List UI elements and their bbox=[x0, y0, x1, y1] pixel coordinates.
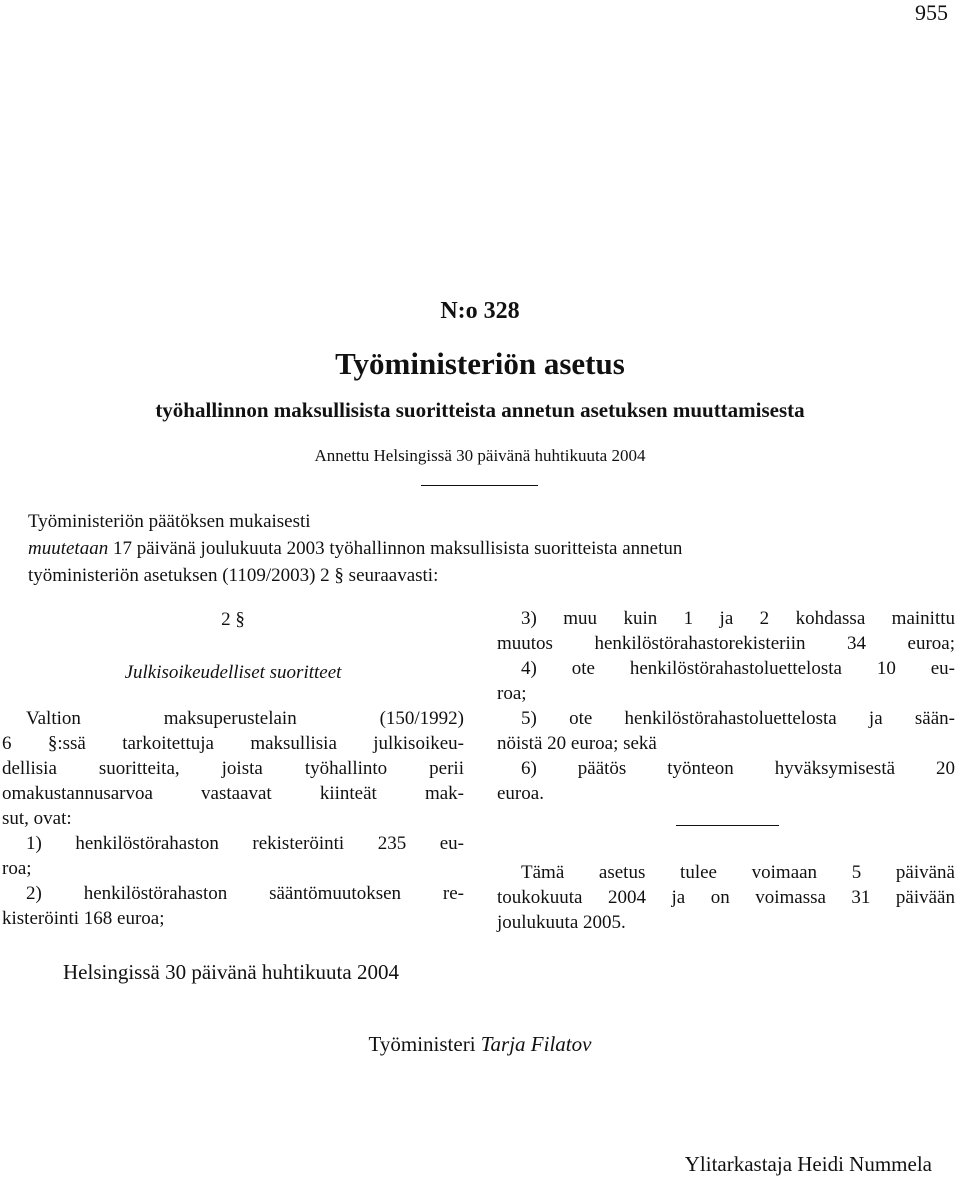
body-line: euroa. bbox=[497, 783, 544, 804]
minister-title: Työministeri bbox=[368, 1032, 476, 1056]
closing-paragraph bbox=[497, 860, 955, 935]
body-line: Valtion maksuperustelain (150/1992) bbox=[26, 708, 464, 729]
body-line: 4) ote henkilöstörahastoluettelosta 10 eu- bbox=[521, 658, 955, 679]
body-line: roa; bbox=[2, 858, 32, 879]
body-line: 6 §:ssä tarkoitettuja maksullisia julkisoikeu- bbox=[2, 733, 464, 754]
inspector-signature: Ylitarkastaja Heidi Nummela bbox=[684, 1152, 932, 1176]
statute-number: N:o 328 bbox=[440, 298, 520, 324]
body-line: kisteröinti 168 euroa; bbox=[2, 908, 165, 929]
divider-top bbox=[421, 485, 538, 486]
page-title: Työministeriön asetus bbox=[335, 346, 625, 381]
right-column bbox=[497, 606, 955, 806]
page-subtitle: työhallinnon maksullisista suoritteista annetun asetuksen muuttamisesta bbox=[155, 398, 805, 422]
section-heading: Julkisoikeudelliset suoritteet bbox=[124, 662, 342, 683]
section-number: 2 § bbox=[221, 609, 245, 630]
body-line: 5) ote henkilöstörahastoluettelosta ja sään- bbox=[521, 708, 955, 729]
closing-line: Tämä asetus tulee voimaan 5 päivänä bbox=[521, 862, 955, 883]
body-line: nöistä 20 euroa; sekä bbox=[497, 733, 657, 754]
body-line: 1) henkilöstörahaston rekisteröinti 235 eu- bbox=[26, 833, 464, 854]
body-line: 2) henkilöstörahaston sääntömuutoksen re- bbox=[26, 883, 464, 904]
intro-line-2 bbox=[28, 535, 958, 562]
section-body bbox=[2, 706, 464, 931]
intro-keyword: muutetaan bbox=[28, 538, 109, 559]
divider-end bbox=[676, 825, 779, 826]
body-line: sut, ovat: bbox=[2, 808, 72, 829]
intro-line-3: työministeriön asetuksen (1109/2003) 2 § seuraavasti: bbox=[28, 565, 439, 586]
closing-line: toukokuuta 2004 ja on voimassa 31 päivään bbox=[497, 887, 955, 908]
given-date: Annettu Helsingissä 30 päivänä huhtikuuta 2004 bbox=[314, 446, 646, 465]
minister-signature bbox=[0, 1032, 960, 1057]
minister-name: Tarja Filatov bbox=[480, 1032, 592, 1056]
page-number: 955 bbox=[915, 0, 948, 25]
signed-place-date: Helsingissä 30 päivänä huhtikuuta 2004 bbox=[63, 960, 399, 984]
closing-line: joulukuuta 2005. bbox=[497, 912, 626, 933]
body-line: omakustannusarvoa vastaavat kiinteät mak- bbox=[2, 783, 464, 804]
left-column bbox=[2, 606, 464, 931]
intro-line-1: Työministeriön päätöksen mukaisesti bbox=[28, 511, 311, 532]
body-line: 6) päätös työnteon hyväksymisestä 20 bbox=[521, 758, 955, 779]
body-line: 3) muu kuin 1 ja 2 kohdassa mainittu bbox=[521, 608, 955, 629]
body-line: dellisia suoritteita, joista työhallinto perii bbox=[2, 758, 464, 779]
intro-paragraph bbox=[28, 508, 958, 589]
body-line: roa; bbox=[497, 683, 527, 704]
body-line: muutos henkilöstörahastorekisteriin 34 euroa; bbox=[497, 633, 955, 654]
intro-line-2-rest: 17 päivänä joulukuuta 2003 työhallinnon maksullisista suoritteista annetun bbox=[108, 538, 683, 559]
